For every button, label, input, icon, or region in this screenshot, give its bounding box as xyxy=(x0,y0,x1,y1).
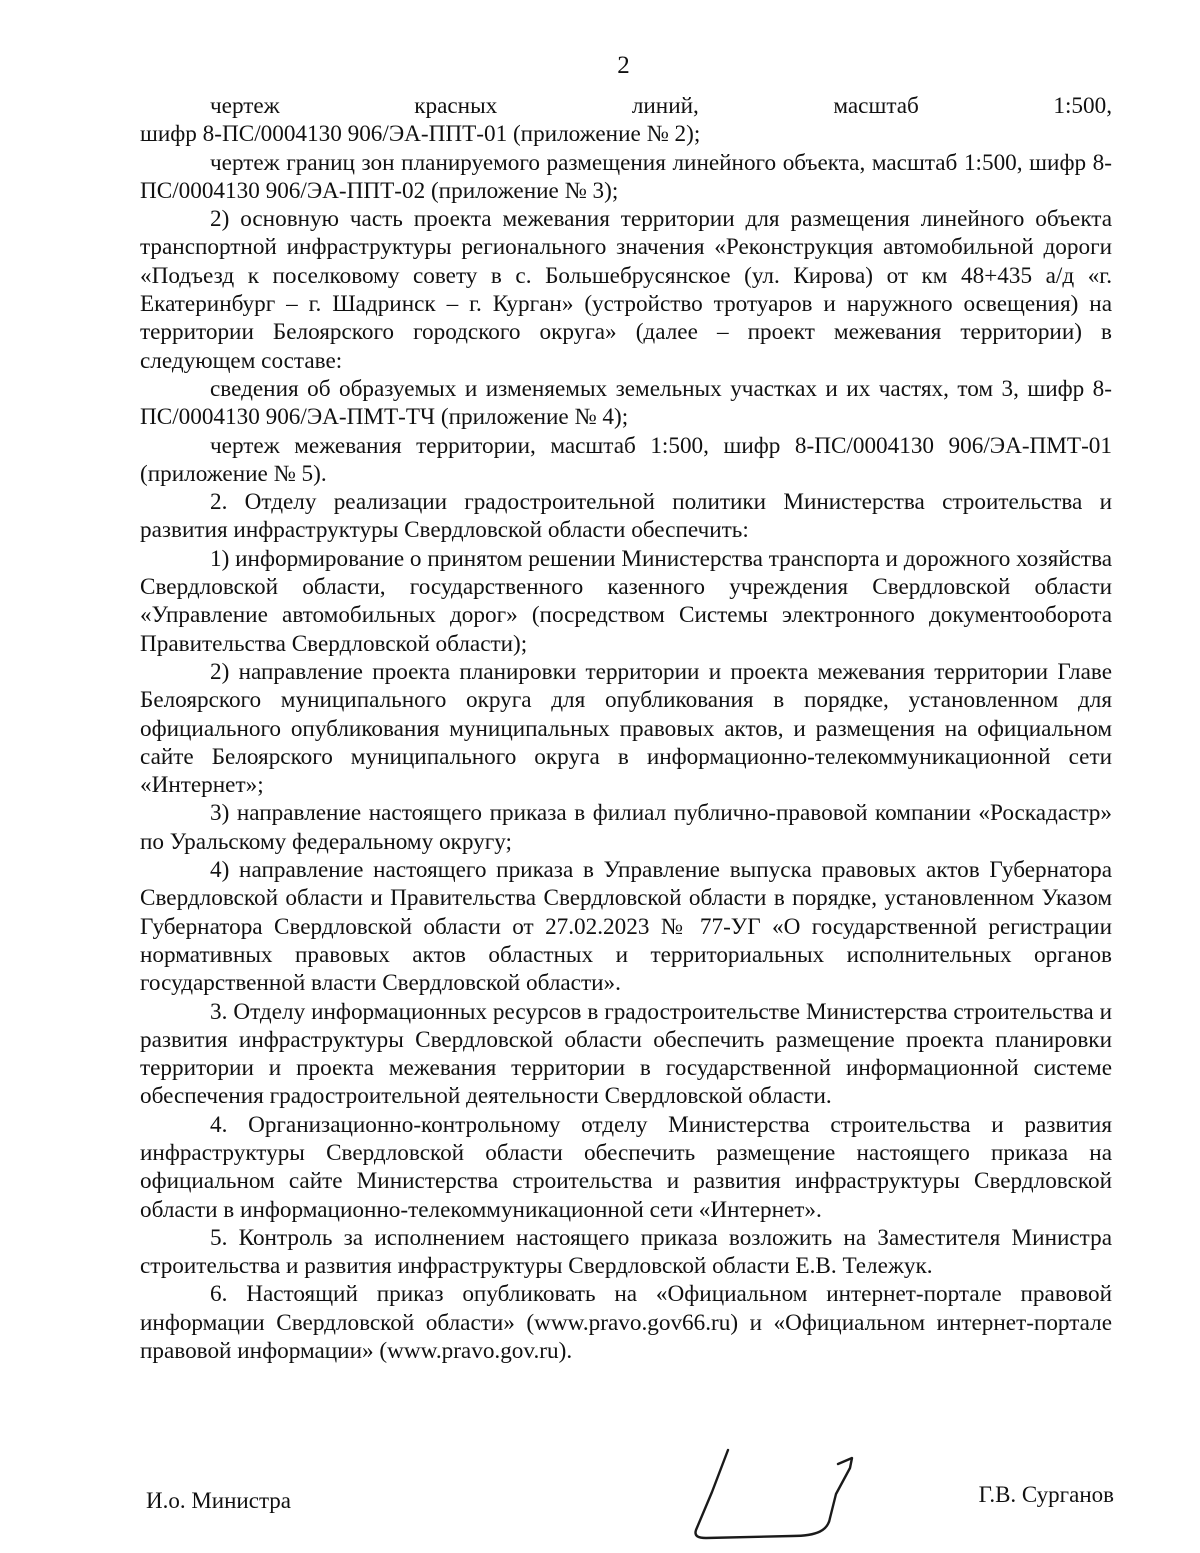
paragraph-item-2: 2. Отделу реализации градостроительной политики Министерства строительства и развития инфраструктуры Свердловской области обеспечить: xyxy=(140,489,1112,544)
paragraph-item-2-1: 1) информирование о принятом решении Министерства транспорта и дорожного хозяйства Свердловской области, государственного казенного учреждения Свердловской области «Управление автомобильных дорог» (посредством Системы электронного документооборота Правительства Свердловской области); xyxy=(140,545,1112,657)
handwritten-signature xyxy=(668,1448,868,1548)
paragraph-item-2-4: 4) направление настоящего приказа в Управление выпуска правовых актов Губернатора Свердловской области и Правительства Свердловской области в порядке, установленном Указом Губернатора Свердловской области от 27.02.2023 № 77-УГ «О государственной регистрации нормативных правовых актов областных и территориальных исполнительных органов государственной власти Свердловской области». xyxy=(140,857,1112,997)
document-body xyxy=(140,92,1112,1365)
paragraph-drawing-red-lines-a: чертеж красных линий, масштаб 1:500, xyxy=(210,93,1112,119)
page-number: 2 xyxy=(617,52,630,79)
paragraph-survey-drawing: чертеж межевания территории, масштаб 1:500, шифр 8-ПС/0004130 906/ЭА-ПМТ-01 (приложение № 5). xyxy=(140,432,1112,487)
paragraph-drawing-red-lines-b: шифр 8-ПС/0004130 906/ЭА-ППТ-01 (приложение № 2); xyxy=(140,121,701,148)
paragraph-drawing-zones: чертеж границ зон планируемого размещения линейного объекта, масштаб 1:500, шифр 8-ПС/0004130 906/ЭА-ППТ-02 (приложение № 3); xyxy=(140,149,1112,204)
paragraph-item-2-3: 3) направление настоящего приказа в филиал публично-правовой компании «Роскадастр» по Уральскому федеральному округу; xyxy=(140,800,1112,855)
paragraph-item-6: 6. Настоящий приказ опубликовать на «Официальном интернет-портале правовой информации Свердловской области» (www.pravo.gov66.ru) и «Официальном интернет-портале правовой информации» (www.pravo.gov.ru). xyxy=(140,1281,1112,1365)
paragraph-item-3: 3. Отделу информационных ресурсов в градостроительстве Министерства строительства и развития инфраструктуры Свердловской области обеспечить размещение проекта планировки территории и проекта межевания территории в государственной информационной системе обеспечения градостроительной деятельности Свердловской области. xyxy=(140,998,1112,1110)
paragraph-item-5: 5. Контроль за исполнением настоящего приказа возложить на Заместителя Министра строительства и развития инфраструктуры Свердловской области Е.В. Тележук. xyxy=(140,1224,1112,1280)
paragraph-land-plots-info: сведения об образуемых и изменяемых земельных участках и их частях, том 3, шифр 8-ПС/0004130 906/ЭА-ПМТ-ТЧ (приложение № 4); xyxy=(140,375,1112,431)
paragraph-item-4: 4. Организационно-контрольному отделу Министерства строительства и развития инфраструктуры Свердловской области обеспечить размещение настоящего приказа на официальном сайте Министерства строительства и развития инфраструктуры Свердловской области в информационно-телекоммуникационной сети «Интернет». xyxy=(140,1111,1112,1223)
signatory-name: Г.В. Сурганов xyxy=(978,1482,1114,1507)
signatory-position: И.о. Министра xyxy=(146,1488,291,1513)
paragraph-main-part-survey: 2) основную часть проекта межевания территории для размещения линейного объекта транспортной инфраструктуры регионального значения «Реконструкция автомобильной дороги «Подъезд к поселковому совету в с. Большебрусянское (ул. Кирова) от км 48+435 а/д «г. Екатеринбург – г. Шадринск – г. Курган» (устройство тротуаров и наружного освещения) на территории Белоярского городского округа» (далее – проект межевания территории) в следующем составе: xyxy=(140,206,1112,374)
paragraph-item-2-2: 2) направление проекта планировки территории и проекта межевания территории Главе Белоярского муниципального округа для опубликования в порядке, установленном для официального опубликования муниципальных правовых актов, и размещения на официальном сайте Белоярского муниципального округа в информационно-телекоммуникационной сети «Интернет»; xyxy=(140,658,1112,799)
